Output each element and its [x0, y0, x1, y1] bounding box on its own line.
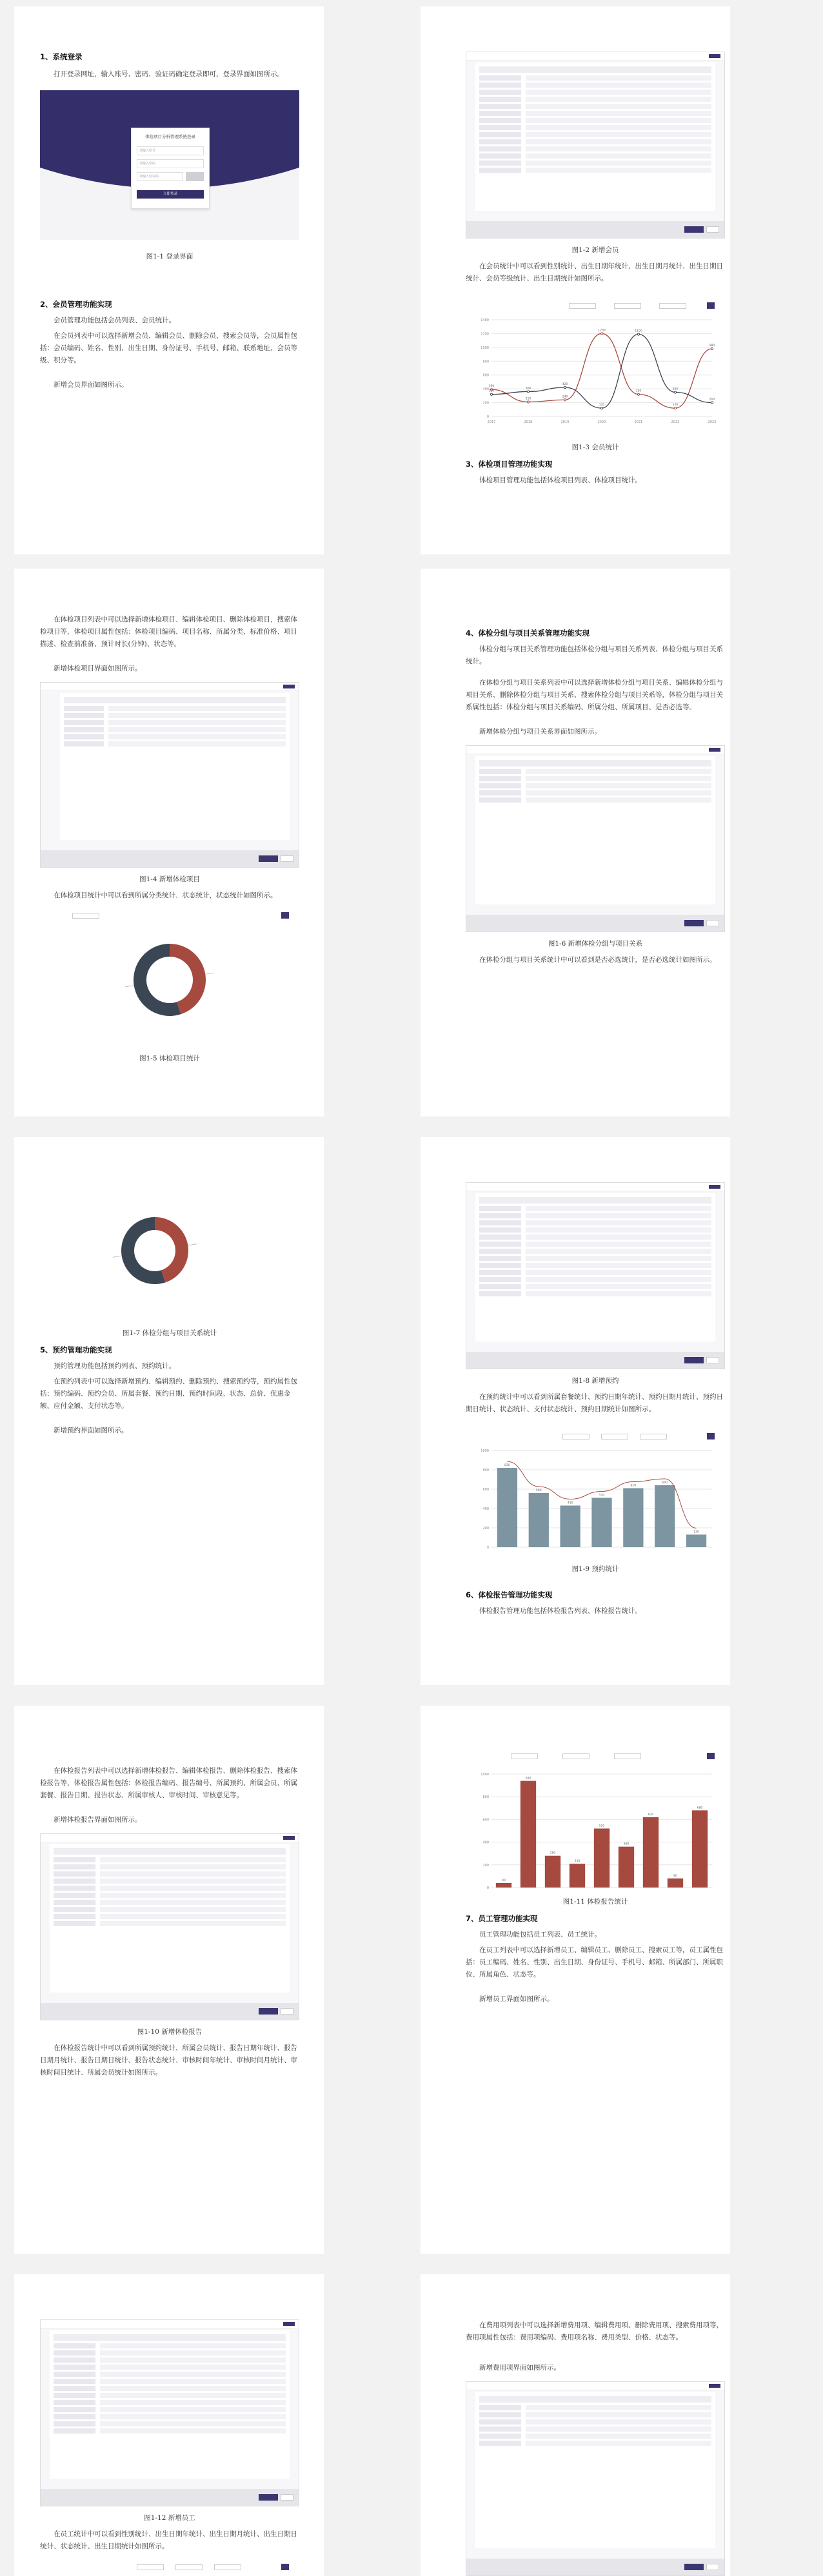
staff-chart-toolbar: [40, 2562, 299, 2572]
paragraph: 在预约统计中可以看到所属套餐统计、预约日期年统计、预约日期月统计、预约日期日统计、状态统计、支付状态统计、预约日期统计如图所示。: [466, 1393, 723, 1413]
y-tick-label: 1000: [481, 1773, 489, 1777]
heading-staff: 7、员工管理功能实现: [466, 1914, 538, 1923]
data-label: 610: [630, 1484, 637, 1488]
data-point: [527, 391, 529, 393]
data-label: 320: [635, 389, 642, 393]
data-label: 390: [488, 385, 495, 389]
paragraph: 在体检分组与项目关系列表中可以选择新增体检分组与项目关系、编辑体检分组与项目关系、删除体检分组与项目关系、搜索体检分组与项目关系等，体检分组与项目关系属性包括：体检分组与项目关系编码、所属分组、所属项目、是否必选等。: [466, 679, 723, 711]
caption: 图1-1 登录界面: [146, 253, 193, 260]
add-fee-screenshot: [466, 2381, 725, 2576]
data-label: 350: [672, 387, 679, 391]
bar: [655, 1485, 675, 1547]
data-point: [600, 407, 602, 409]
data-label: 940: [525, 1777, 531, 1781]
caption: 图1-8 新增预约: [571, 1377, 619, 1385]
bar: [594, 1828, 610, 1888]
document-page-9: [14, 2274, 324, 2576]
captcha-input[interactable]: 请输入验证码: [137, 172, 183, 181]
caption: 图1-12 新增员工: [144, 2514, 195, 2522]
document-page-7: [14, 1706, 324, 2254]
paragraph: 新增预约界面如图所示。: [54, 1427, 128, 1434]
x-tick-label: 2021: [634, 420, 643, 424]
pie-leader-line: [188, 1244, 197, 1245]
caption: 图1-9 预约统计: [571, 1565, 619, 1573]
y-tick-label: 1000: [481, 346, 489, 350]
paragraph: 在会员列表中可以选择新增会员、编辑会员、删除会员、搜索会员等，会员属性包括：会员编码、姓名、性别、出生日期、身份证号、手机号、邮箱、联系地址、会员等级、积分等。: [40, 332, 297, 364]
add-item-screenshot: [40, 682, 299, 868]
bar: [497, 1468, 517, 1547]
document-page-6: [421, 1137, 730, 1685]
data-label: 980: [709, 344, 715, 347]
member-line-chart: [466, 300, 725, 437]
caption: 图1-3 会员统计: [571, 444, 619, 451]
paragraph: 在体检报告统计中可以看到所属预约统计、所属会员统计、报告日期年统计、报告日期月统计、报告日期日统计、报告状态统计、审核时间年统计、审核时间月统计、审核时间日统计、所属会员统计如图所示。: [40, 2044, 297, 2076]
bar: [686, 1535, 706, 1548]
paragraph: 会员管理功能包括会员列表、会员统计。: [54, 317, 175, 324]
data-point: [637, 393, 639, 395]
y-tick-label: 400: [482, 387, 489, 392]
add-relation-screenshot: [466, 745, 725, 932]
login-screenshot: [40, 90, 299, 240]
paragraph: 在预约列表中可以选择新增预约、编辑预约、删除预约、搜索预约等，预约属性包括：预约编码、预约会员、所属套餐、预约日期、预约时间段、状态、总价、优惠金额、应付金额、支付状态等。: [40, 1378, 297, 1410]
bar: [623, 1488, 643, 1548]
data-label: 430: [567, 1501, 573, 1505]
data-point: [564, 386, 566, 388]
caption: 图1-6 新增体检分组与项目关系: [548, 940, 643, 948]
paragraph: 在会员统计中可以看到性别统计、出生日期年统计、出生日期月统计、出生日期日统计、会员等级统计、出生日期统计如图所示。: [466, 262, 723, 282]
login-card: [131, 128, 210, 209]
pie-chart-svg: [40, 1182, 299, 1311]
data-point: [527, 401, 529, 403]
data-label: 620: [648, 1813, 654, 1817]
paragraph: 员工管理功能包括员工列表、员工统计。: [479, 1931, 601, 1938]
report-bar-chart: [466, 1751, 725, 1899]
data-label: 120: [672, 404, 679, 407]
paragraph: 新增体检报告界面如图所示。: [54, 1816, 142, 1824]
bar: [545, 1856, 560, 1888]
relation-pie: [40, 1182, 299, 1311]
document-page-10: [421, 2274, 730, 2576]
data-label: 1190: [635, 329, 642, 333]
paragraph: 新增费用项界面如图所示。: [479, 2364, 560, 2372]
data-point: [711, 402, 713, 404]
data-label: 80: [673, 1874, 677, 1878]
x-tick-label: 2019: [560, 420, 570, 424]
pie-leader-line: [113, 1256, 122, 1257]
data-label: 420: [562, 383, 568, 386]
data-point: [637, 333, 639, 335]
x-tick-label: 2020: [597, 420, 606, 424]
item-status-pie: [40, 910, 299, 1039]
pie-leader-line: [205, 973, 214, 974]
bar: [560, 1506, 580, 1548]
document-page-8: [421, 1706, 730, 2254]
caption: 图1-10 新增体检报告: [137, 2028, 203, 2036]
heading-booking: 5、预约管理功能实现: [40, 1345, 112, 1354]
bar: [496, 1883, 511, 1888]
y-tick-label: 600: [482, 1818, 489, 1822]
y-tick-label: 200: [482, 1527, 489, 1530]
paragraph: 新增员工界面如图所示。: [479, 1995, 554, 2003]
caption: 图1-5 体检项目统计: [139, 1055, 200, 1062]
data-point: [490, 393, 492, 395]
x-tick-label: 2017: [487, 420, 496, 424]
y-tick-label: 400: [482, 1840, 489, 1845]
document-page-1: [14, 6, 324, 554]
add-report-screenshot: [40, 1833, 299, 2020]
paragraph: 在体检分组与项目关系统计中可以看到是否必选统计，是否必选统计如图所示。: [479, 956, 717, 964]
data-point: [674, 407, 676, 409]
paragraph: 在体检项目统计中可以看到所属分类统计、状态统计，状态统计如图所示。: [54, 892, 277, 899]
heading-member: 2、会员管理功能实现: [40, 300, 112, 309]
document-page-2: [421, 6, 730, 554]
bar: [521, 1781, 536, 1888]
booking-bar-chart: [466, 1431, 725, 1557]
bar: [692, 1810, 708, 1888]
x-tick-label: 2023: [708, 420, 717, 424]
data-label: 360: [623, 1842, 630, 1846]
data-label: 210: [574, 1860, 580, 1864]
y-tick-label: 200: [482, 1863, 489, 1868]
caption: 图1-4 新增体检项目: [139, 875, 200, 883]
bar: [591, 1498, 611, 1548]
data-point: [600, 333, 602, 335]
paragraph: 体检分组与项目关系管理功能包括体检分组与项目关系列表、体检分组与项目关系统计。: [466, 645, 723, 665]
paragraph: 体检项目管理功能包括体检项目列表、体检项目统计。: [479, 476, 642, 484]
data-label: 1200: [598, 329, 606, 333]
bar: [668, 1878, 683, 1888]
bar: [643, 1817, 659, 1888]
login-button[interactable]: 立即登录: [137, 190, 204, 199]
data-label: 280: [550, 1851, 556, 1855]
password-input[interactable]: 请输入密码: [137, 159, 204, 168]
data-label: 120: [599, 404, 605, 407]
data-label: 40: [502, 1878, 506, 1882]
paragraph: 体检报告管理功能包括体检报告列表、体检报告统计。: [479, 1607, 642, 1615]
heading-group-relation: 4、体检分组与项目关系管理功能实现: [466, 629, 590, 638]
y-tick-label: 0: [486, 1546, 489, 1550]
series-line: [488, 335, 712, 409]
caption: 图1-11 体检报告统计: [562, 1898, 628, 1906]
data-point: [674, 391, 676, 393]
series-line: [488, 333, 712, 408]
heading-items: 3、体检项目管理功能实现: [466, 460, 553, 469]
login-title: 体检项目分析管理系统登录: [145, 134, 195, 139]
bar-chart-svg: [466, 1441, 725, 1557]
add-member-screenshot: [466, 52, 725, 239]
y-tick-label: 600: [482, 373, 489, 378]
data-label: 680: [697, 1806, 703, 1810]
paragraph: 新增体检项目界面如图所示。: [54, 665, 142, 672]
x-tick-label: 2018: [524, 420, 533, 424]
data-label: 510: [599, 1494, 605, 1498]
paragraph: 打开登录网址，输入账号、密码、验证码确定登录即可，登录界面如图所示。: [54, 70, 284, 78]
y-tick-label: 1400: [481, 318, 489, 322]
data-label: 360: [525, 387, 531, 391]
y-tick-label: 1200: [481, 332, 489, 337]
captcha-image[interactable]: [186, 172, 204, 181]
paragraph: 新增体检分组与项目关系界面如图所示。: [479, 728, 601, 736]
paragraph: 在员工列表中可以选择新增员工、编辑员工、删除员工、搜索员工等，员工属性包括：员工编码、姓名、性别、出生日期、身份证号、手机号、邮箱、所属部门、所属职位、所属角色、状态等。: [466, 1946, 723, 1978]
paragraph: 新增会员界面如图所示。: [54, 381, 128, 389]
bar: [570, 1864, 585, 1888]
data-label: 820: [504, 1464, 510, 1467]
username-input[interactable]: 请输入账号: [137, 146, 204, 155]
bar: [529, 1493, 549, 1547]
document-page-5: [14, 1137, 324, 1685]
data-label: 560: [535, 1489, 542, 1492]
data-label: 210: [525, 397, 531, 401]
pie-leader-line: [125, 986, 134, 987]
data-label: 520: [599, 1824, 605, 1828]
bar-chart-svg: [466, 1761, 725, 1899]
caption: 图1-7 体检分组与项目关系统计: [122, 1329, 217, 1337]
x-tick-label: 2022: [671, 420, 680, 424]
add-staff-screenshot: [40, 2319, 299, 2506]
y-tick-label: 400: [482, 1507, 489, 1511]
line-chart-svg: [466, 311, 725, 437]
data-point: [564, 399, 566, 401]
data-label: 200: [709, 398, 715, 402]
caption: 图1-2 新增会员: [571, 246, 619, 254]
document-page-4: [421, 569, 730, 1117]
paragraph: 在员工统计中可以看到性别统计、出生日期年统计、出生日期月统计、出生日期日统计、状态统计、出生日期统计如图所示。: [40, 2530, 297, 2550]
document-page-3: [14, 569, 324, 1117]
paragraph: 预约管理功能包括预约列表、预约统计。: [54, 1362, 175, 1370]
y-tick-label: 800: [482, 360, 489, 364]
heading-report: 6、体检报告管理功能实现: [466, 1590, 553, 1599]
heading-login: 1、系统登录: [40, 52, 83, 61]
paragraph: 在体检项目列表中可以选择新增体检项目、编辑体检项目、删除体检项目，搜索体检项目等，体检项目属性包括：体检项目编码、项目名称、所属分类、标准价格、项目描述、检查前准备、预计时长(分钟)、状态等。: [40, 616, 297, 648]
data-point: [711, 347, 713, 349]
y-tick-label: 200: [482, 401, 489, 405]
y-tick-label: 0: [486, 1886, 489, 1890]
bar: [619, 1847, 634, 1888]
data-label: 130: [693, 1530, 699, 1534]
data-label: 320: [488, 389, 495, 393]
data-label: 240: [562, 395, 568, 399]
paragraph: 在费用项列表中可以选择新增费用项、编辑费用项、删除费用项、搜索费用项等，费用项属性包括：费用项编码、费用项名称、费用类型、价格、状态等。: [466, 2321, 723, 2341]
y-tick-label: 0: [486, 415, 489, 419]
y-tick-label: 1000: [481, 1449, 489, 1453]
y-tick-label: 800: [482, 1795, 489, 1800]
add-booking-screenshot: [466, 1182, 725, 1369]
pie-chart-svg: [40, 921, 299, 1039]
paragraph: 在体检报告列表中可以选择新增体检报告、编辑体检报告、删除体检报告、搜索体检报告等，体检报告属性包括：体检报告编码、报告编号、所属预约、所属会员、所属套餐、报告日期、报告状态、所属审核人、审核时间、审核意见等。: [40, 1767, 297, 1799]
y-tick-label: 600: [482, 1488, 489, 1492]
data-label: 640: [662, 1481, 668, 1485]
y-tick-label: 800: [482, 1469, 489, 1472]
